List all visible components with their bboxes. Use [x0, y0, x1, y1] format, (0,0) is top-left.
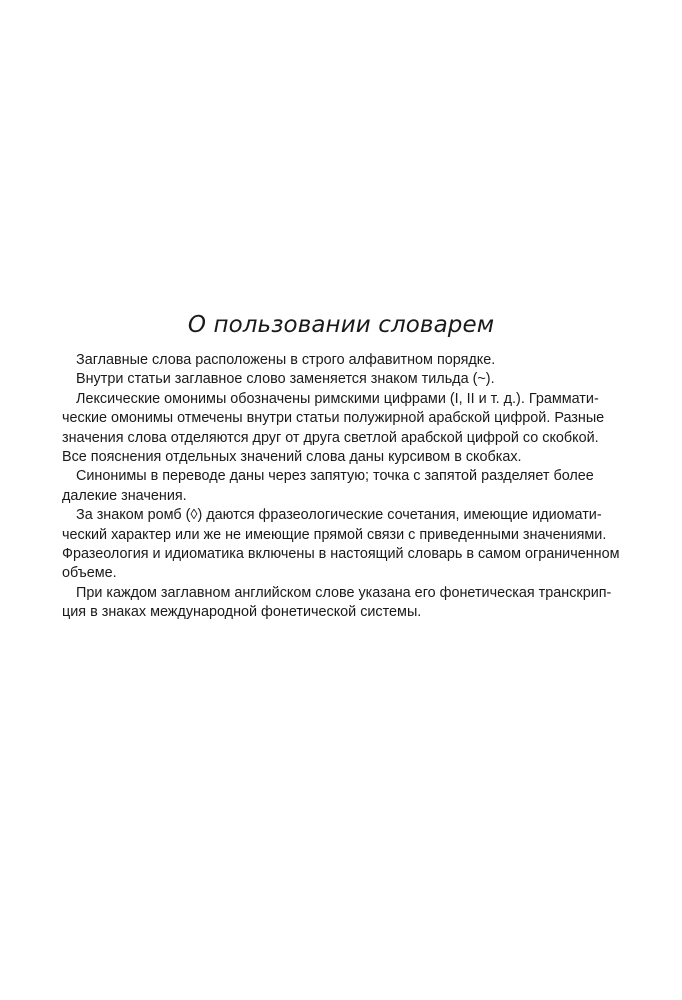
text-line: Фразеология и идиоматика включены в настоящий словарь в самом ограниченном	[62, 546, 620, 563]
text-line: объеме.	[62, 565, 117, 582]
body-text	[62, 351, 620, 623]
text-line: Внутри статьи заглавное слово заменяется знаком тильда (~).	[76, 371, 495, 388]
page-title: О пользовании словарем	[187, 312, 495, 338]
text-line: далекие значения.	[62, 487, 187, 504]
text-line: Лексические омонимы обозначены римскими цифрами (I, II и т. д.). Граммати-	[76, 390, 599, 407]
text-line: За знаком ромб (◊) даются фразеологические сочетания, имеющие идиомати-	[76, 507, 602, 524]
text-line: Заглавные слова расположены в строго алфавитном порядке.	[76, 352, 496, 368]
text-line: значения слова отделяются друг от друга светлой арабской цифрой со скобкой.	[62, 429, 599, 446]
text-line: ческий характер или же не имеющие прямой связи с приведенными значениями.	[62, 526, 607, 543]
text-line: Все пояснения отдельных значений слова даны курсивом в скобках.	[62, 449, 522, 466]
text-line: При каждом заглавном английском слове указана его фонетическая транскрип-	[76, 584, 612, 601]
text-line: ческие омонимы отмечены внутри статьи полужирной арабской цифрой. Разные	[62, 410, 605, 427]
text-line: ция в знаках международной фонетической системы.	[62, 604, 422, 621]
text-line: Синонимы в переводе даны через запятую; точка с запятой разделяет более	[76, 468, 594, 485]
